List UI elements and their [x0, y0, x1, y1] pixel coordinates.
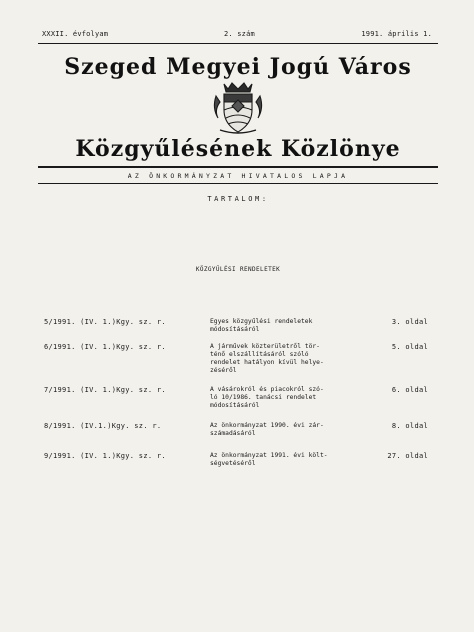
issue-date: 1991. április 1. — [361, 30, 432, 38]
masthead-title-line2: Közgyűlésének Közlönye — [75, 136, 401, 162]
city-coat-of-arms-icon — [210, 80, 266, 136]
toc-entry-title — [210, 386, 370, 410]
toc-entry-code: 6/1991. (IV. 1.)Kgy. sz. r. — [44, 343, 166, 351]
toc-entry-title-line: A vásárokról és piacokról szó- — [210, 386, 324, 393]
issue-header — [42, 30, 432, 42]
masthead-rule-top — [38, 166, 438, 168]
toc-entry-title — [210, 343, 370, 375]
toc-entry-code: 9/1991. (IV. 1.)Kgy. sz. r. — [44, 452, 166, 460]
toc-entry-title-line: rendelet hatályon kívül helye- — [210, 359, 324, 366]
toc-entry-title — [210, 318, 370, 334]
toc-entry-title — [210, 452, 370, 468]
toc-entry-page: 27. oldal — [387, 452, 428, 460]
toc-entry-page: 5. oldal — [391, 343, 428, 351]
toc-entry-page: 8. oldal — [391, 422, 428, 430]
toc-entry-title-line: Egyes közgyűlési rendeletek — [210, 318, 313, 325]
volume-label: XXXII. évfolyam — [42, 30, 109, 38]
toc-entry-title-line: módosításáról — [210, 326, 260, 333]
toc-entry-title-line: zéséről — [210, 367, 237, 374]
toc-entry-title-line: ténő elszállításáról szóló — [210, 351, 309, 358]
toc-entry-title-line: módosításáról — [210, 402, 260, 409]
masthead-subtitle: AZ ÖNKORMÁNYZAT HIVATALOS LAPJA — [127, 172, 349, 180]
masthead-rule-bottom — [38, 183, 438, 184]
toc-entry-title — [210, 422, 370, 438]
toc-entry-code: 7/1991. (IV. 1.)Kgy. sz. r. — [44, 386, 166, 394]
toc-entry-page: 6. oldal — [391, 386, 428, 394]
toc-entry-title-line: Az önkormányzat 1990. évi zár- — [210, 422, 324, 429]
toc-entry-title-line: A járművek közterületről tör- — [210, 343, 320, 350]
section-heading: KÖZGYŰLÉSI RENDELETEK — [195, 266, 281, 273]
toc-entry-title-line: ló 10/1986. tanácsi rendelet — [210, 394, 317, 401]
toc-entry-title-line: számadásáról — [210, 430, 256, 437]
issue-number: 2. szám — [224, 30, 255, 38]
toc-entry-code: 8/1991. (IV.1.)Kgy. sz. r. — [44, 422, 162, 430]
contents-heading: TARTALOM: — [207, 195, 269, 203]
toc-entry-page: 3. oldal — [391, 318, 428, 326]
masthead-title-line1: Szeged Megyei Jogú Város — [64, 54, 412, 80]
toc-entry-title-line: Az önkormányzat 1991. évi költ- — [210, 452, 328, 459]
header-rule — [38, 43, 438, 44]
toc-entry-code: 5/1991. (IV. 1.)Kgy. sz. r. — [44, 318, 166, 326]
toc-entry-title-line: ségvetéséről — [210, 460, 256, 467]
